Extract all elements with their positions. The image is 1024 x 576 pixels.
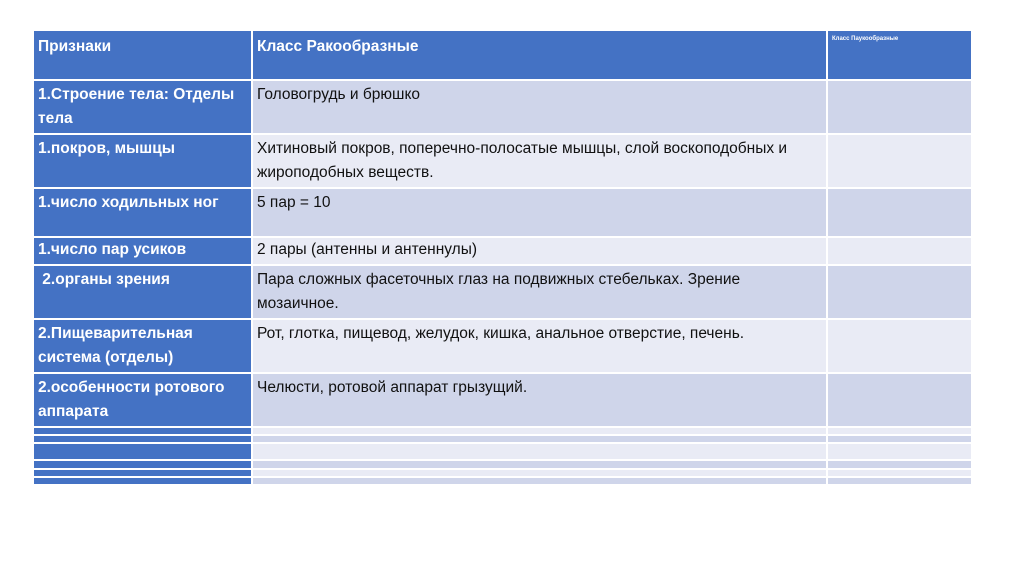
feature-cell: 2.особенности ротового аппарата [33,373,252,427]
empty-cell[interactable] [33,469,252,477]
empty-row [33,435,972,443]
crustaceans-cell: Пара сложных фасеточных глаз на подвижных стебельках. Зрение мозаичное. [252,265,827,319]
empty-row [33,427,972,435]
arachnids-cell[interactable] [827,265,972,319]
feature-cell: 1.число пар усиков [33,237,252,265]
empty-cell[interactable] [827,477,972,485]
feature-cell: 1.Строение тела: Отделы тела [33,80,252,134]
table-row [33,237,972,265]
empty-cell[interactable] [252,435,827,443]
header-arachnids: Класс Паукообразные [827,30,972,80]
table-row [33,319,972,373]
feature-cell: 1.число ходильных ног [33,188,252,237]
header-crustaceans: Класс Ракообразные [252,30,827,80]
feature-cell: 2.Пищеварительная система (отделы) [33,319,252,373]
crustaceans-cell: 5 пар = 10 [252,188,827,237]
arachnids-cell[interactable] [827,237,972,265]
arachnids-cell[interactable] [827,134,972,188]
crustaceans-cell: Челюсти, ротовой аппарат грызущий. [252,373,827,427]
feature-cell: 1.покров, мышцы [33,134,252,188]
table-row [33,265,972,319]
empty-cell[interactable] [252,477,827,485]
header-row [33,30,972,80]
empty-cell[interactable] [827,443,972,460]
empty-cell[interactable] [252,443,827,460]
empty-cell[interactable] [827,469,972,477]
empty-row [33,460,972,469]
crustaceans-cell: Рот, глотка, пищевод, желудок, кишка, анальное отверстие, печень. [252,319,827,373]
empty-cell[interactable] [827,460,972,469]
arachnids-cell[interactable] [827,188,972,237]
table-row [33,80,972,134]
header-features: Признаки [33,30,252,80]
table-row [33,373,972,427]
feature-cell: 2.органы зрения [33,265,252,319]
empty-cell[interactable] [33,427,252,435]
crustaceans-cell: Головогрудь и брюшко [252,80,827,134]
empty-cell[interactable] [33,477,252,485]
empty-cell[interactable] [827,427,972,435]
crustaceans-cell: 2 пары (антенны и антеннулы) [252,237,827,265]
empty-cell[interactable] [33,443,252,460]
empty-row [33,477,972,485]
empty-row [33,443,972,460]
table-row [33,134,972,188]
arachnids-cell[interactable] [827,319,972,373]
empty-cell[interactable] [33,460,252,469]
table-row [33,188,972,237]
empty-cell[interactable] [33,435,252,443]
empty-cell[interactable] [252,460,827,469]
empty-cell[interactable] [252,427,827,435]
empty-cell[interactable] [252,469,827,477]
arachnids-cell[interactable] [827,373,972,427]
comparison-table [32,29,973,486]
arachnids-cell[interactable] [827,80,972,134]
empty-row [33,469,972,477]
empty-cell[interactable] [827,435,972,443]
crustaceans-cell: Хитиновый покров, поперечно-полосатые мышцы, слой воскоподобных и жироподобных веществ. [252,134,827,188]
